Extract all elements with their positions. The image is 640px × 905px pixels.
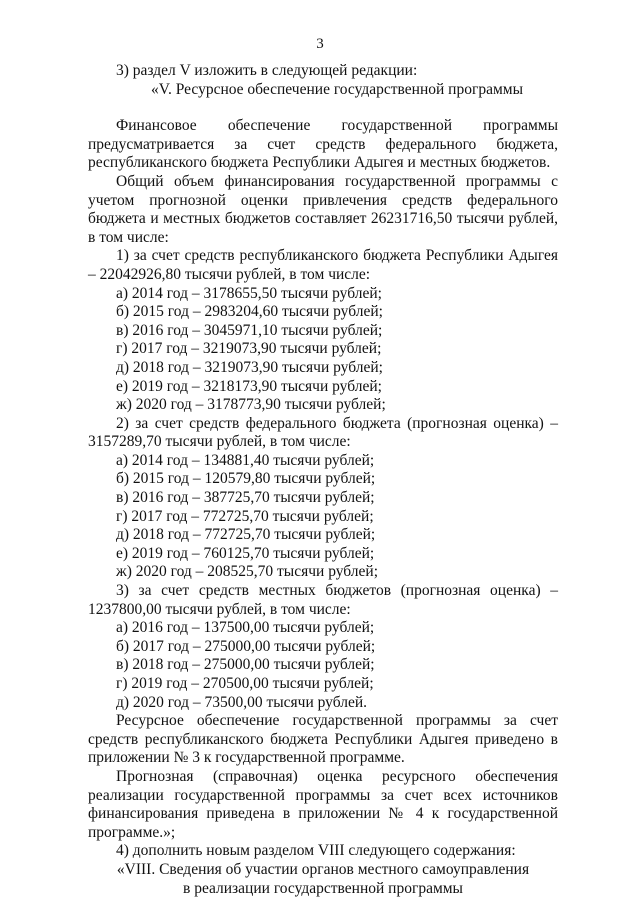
spacer <box>88 99 558 117</box>
paragraph-appendix-3: Ресурсное обеспечение государственной программы за счет средств республиканского бюджета Республики Адыгея приведено в приложении № 3 к государственной программе. <box>88 712 558 767</box>
list-item: б) 2015 год – 2983204,60 тысячи рублей; <box>116 303 383 321</box>
republican-heading: 1) за счет средств республиканского бюджета Республики Адыгея – 22042926,80 тысячи рублей, в том числе: <box>88 247 558 283</box>
list-item: б) 2017 год – 275000,00 тысячи рублей; <box>116 637 376 655</box>
list-item: г) 2017 год – 3219073,90 тысячи рублей; <box>116 340 382 358</box>
list-item: а) 2014 год – 134881,40 тысячи рублей; <box>116 451 375 469</box>
page-number: 3 <box>316 36 324 52</box>
paragraph-finance: Финансовое обеспечение государственной программы предусматривается за счет средств федерального бюджета, республиканского бюджета Республики Адыгея и местных бюджетов. <box>88 117 558 172</box>
list-item: в) 2016 год – 3045971,10 тысячи рублей; <box>116 321 383 339</box>
list-item: е) 2019 год – 3218173,90 тысячи рублей; <box>116 377 382 395</box>
section-viii-title-line-2: в реализации государственной программы <box>183 879 463 897</box>
list-item: д) 2018 год – 3219073,90 тысячи рублей; <box>116 358 383 376</box>
list-item: д) 2018 год – 772725,70 тысячи рублей; <box>116 526 376 544</box>
section-v-title: «V. Ресурсное обеспечение государственной программы <box>151 80 523 98</box>
document-body <box>88 62 558 898</box>
list-item: е) 2019 год – 760125,70 тысячи рублей; <box>116 544 375 562</box>
list-item: ж) 2020 год – 3178773,90 тысячи рублей; <box>116 396 386 414</box>
item-3: 3) раздел V изложить в следующей редакции: <box>116 62 418 79</box>
item-4: 4) дополнить новым разделом VIII следующего содержания: <box>116 842 516 860</box>
list-item: а) 2014 год – 3178655,50 тысячи рублей; <box>116 284 382 302</box>
list-item: б) 2015 год – 120579,80 тысячи рублей; <box>116 470 376 488</box>
paragraph-total: Общий объем финансирования государственной программы с учетом прогнозной оценки привлечения средств федерального бюджета и местных бюджетов составляет 26231716,50 тысячи рублей, в том числе: <box>88 172 558 246</box>
list-item: д) 2020 год – 73500,00 тысячи рублей. <box>116 693 367 711</box>
list-item: ж) 2020 год – 208525,70 тысячи рублей; <box>116 563 379 581</box>
federal-heading: 2) за счет средств федерального бюджета (прогнозная оценка) – 3157289,70 тысячи рублей, в том числе: <box>88 414 558 451</box>
list-item: г) 2019 год – 270500,00 тысячи рублей; <box>116 675 374 692</box>
list-item: а) 2016 год – 137500,00 тысячи рублей; <box>116 619 375 637</box>
section-viii-title-line-1: «VIII. Сведения об участии органов местного самоуправления <box>116 860 530 878</box>
paragraph-appendix-4: Прогнозная (справочная) оценка ресурсного обеспечения реализации государственной программы за счет всех источников финансирования приведена в приложении № 4 к государственной программе.»; <box>88 767 558 841</box>
list-item: г) 2017 год – 772725,70 тысячи рублей; <box>116 507 374 525</box>
list-item: в) 2016 год – 387725,70 тысячи рублей; <box>116 489 375 507</box>
list-item: в) 2018 год – 275000,00 тысячи рублей; <box>116 656 375 674</box>
local-heading: 3) за счет средств местных бюджетов (прогнозная оценка) – 1237800,00 тысячи рублей, в том числе: <box>88 582 558 618</box>
